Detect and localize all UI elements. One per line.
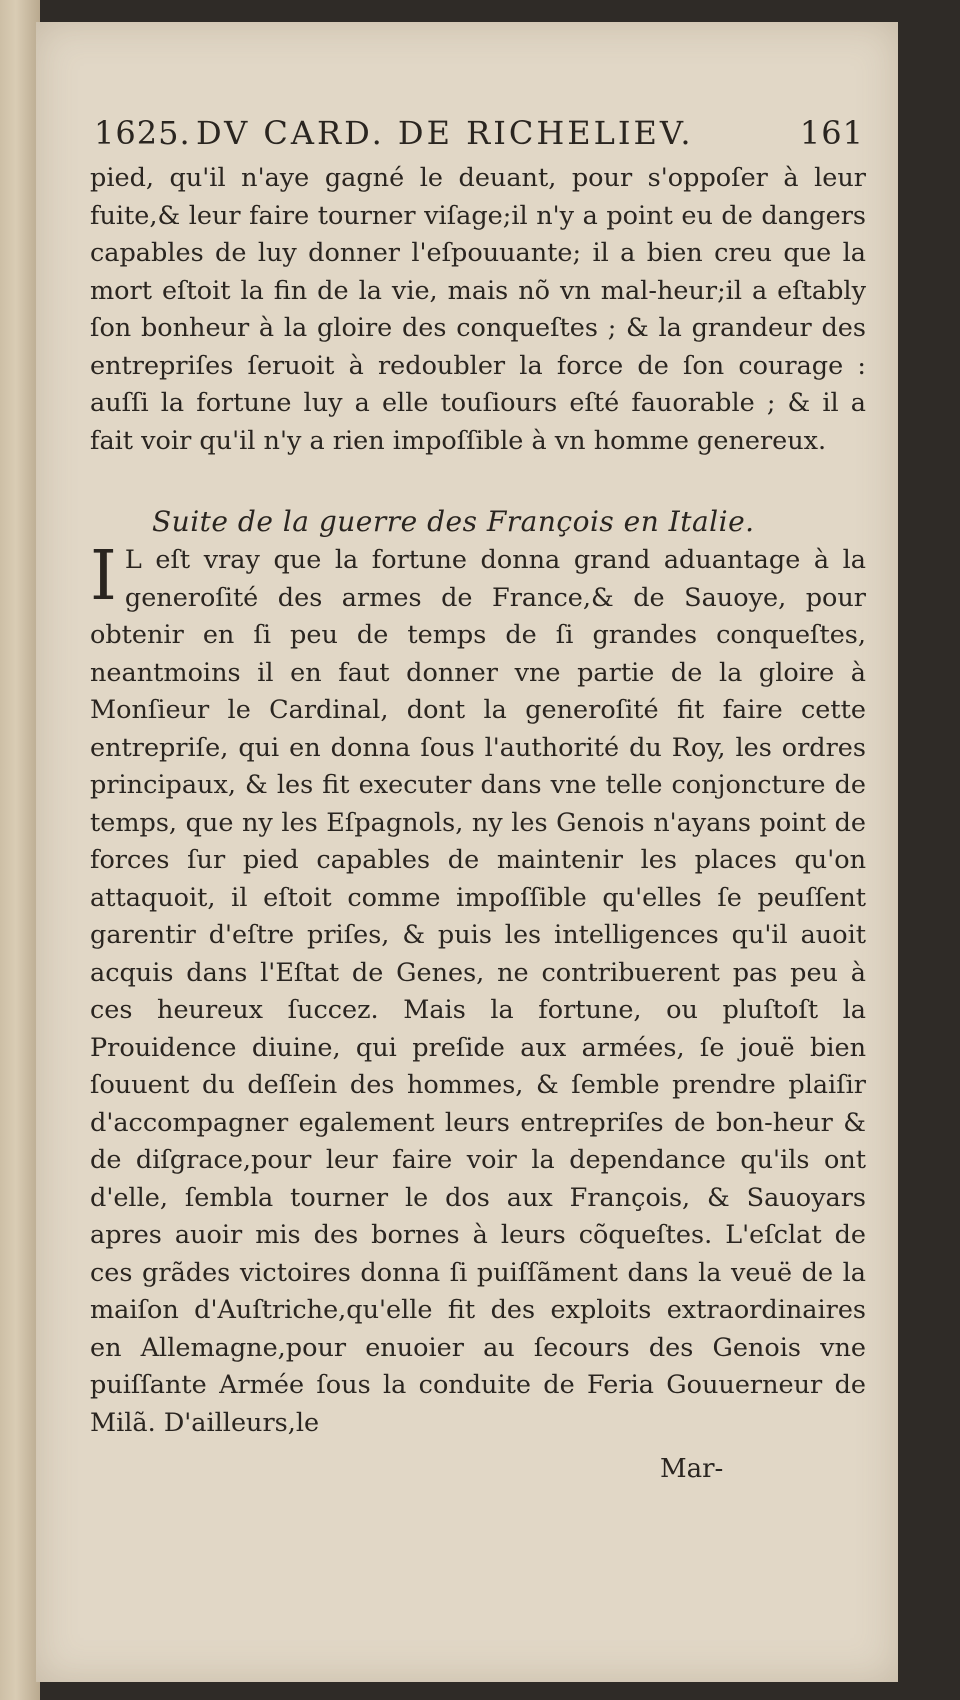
drop-cap: I [90,537,117,616]
page-number: 161 [799,114,864,152]
book-gutter [0,0,40,1700]
section-heading: Suite de la guerre des François en Italie. [152,505,755,538]
book-page [36,22,898,1682]
paragraph-1: pied, qu'il n'aye gagné le deuant, pour s'oppoſer à leur fuite,& leur faire tourner viſage;il n'y a point eu de dangers capables de luy donner l'eſpouuante; il a bien creu que la mort eſtoit la fin de la vie, mais nõ vn mal-heur;il a eſtably ſon bonheur à la gloire des conqueſtes ; & la grandeur des entrepriſes ſeruoit à redoubler la force de ſon courage : auſſi la fortune luy a elle touſiours eſté fauorable ; & il a fait voir qu'il n'y a rien impoſſible à vn homme genereux. [90,163,866,456]
paragraph-2-text: L eſt vray que la fortune donna grand aduantage à la generoſité des armes de France,& de Sauoye, pour obtenir en ſi peu de temps de ſi grandes conqueſtes, neantmoins il en faut donner vne partie de la gloire à Monſieur le Cardinal, dont la generoſité fit faire cette entrepriſe, qui en donna ſous l'authorité du Roy, les ordres principaux, & les fit executer dans vne telle conjoncture de temps, que ny les Eſpagnols, ny les Genois n'ayans point de forces ſur pied capables de maintenir les places qu'on attaquoit, il eſtoit comme impoſſible qu'elles ſe peuſſent garentir d'eſtre priſes, & puis les intelligences qu'il auoit acquis dans l'Eſtat de Genes, ne contribuerent pas peu à ces heureux ſuccez. Mais la fortune, ou pluſtoſt la Prouidence diuine, qui preſide aux armées, ſe jouë bien ſouuent du deſſein des hommes, & ſemble prendre plaiſir d'accompagner egalement leurs entrepriſes de bon-heur & de diſgrace,pour leur faire voir la dependance qu'ils ont d'elle, ſembla tourner le dos aux François, & Sauoyars apres auoir mis des bornes à leurs cõqueſtes. L'eſclat de ces grãdes victoires donna ſi puiſſãment dans la veuë de la maiſon d'Auſtriche,qu'elle fit des exploits extraordinaires en Allemagne,pour enuoier au ſecours des Genois vne puiſſante Armée ſous la conduite de Feria Gouuerneur de Milã. D'ailleurs,le [90,545,866,1438]
paragraph-2 [90,537,866,1442]
header-running-title: DV CARD. DE RICHELIEV. [196,114,694,152]
header-year: 1625. [94,114,191,152]
running-header [94,114,864,158]
catchword: Mar- [660,1454,724,1484]
